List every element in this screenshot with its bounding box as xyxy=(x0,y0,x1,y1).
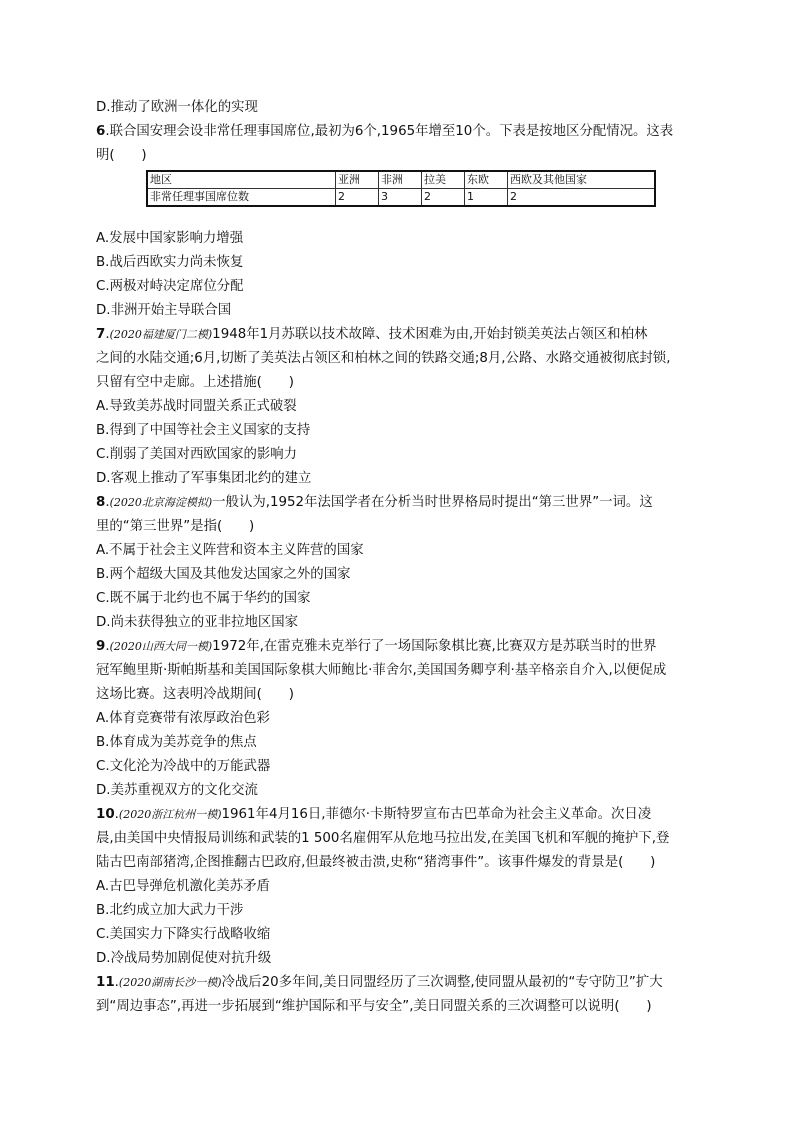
q11-stem-line2: 到“周边事态”,再进一步拓展到“维护国际和平与安全”,美日同盟关系的三次调整可以说明( ) xyxy=(96,999,652,1014)
q6-stem-line1 xyxy=(96,120,696,144)
table-cell: 2 xyxy=(422,189,465,207)
q8-option-b[interactable]: B.两个超级大国及其他发达国家之外的国家 xyxy=(96,567,351,582)
q11-source: (2020湖南长沙一模) xyxy=(118,976,222,989)
q9-number: 9 xyxy=(96,639,106,654)
q10-stem-line3: 陆古巴南部猪湾,企图推翻古巴政府,但最终被击溃,史称“猪湾事件”。该事件爆发的背景是( ) xyxy=(96,855,656,870)
q9-stem-line3: 这场比赛。这表明冷战期间( ) xyxy=(96,687,294,702)
q10-option-d[interactable]: D.冷战局势加剧促使对抗升级 xyxy=(96,951,272,966)
table-header-cell: 拉美 xyxy=(422,171,465,189)
q9-option-a[interactable]: A.体育竞赛带有浓厚政治色彩 xyxy=(96,711,270,726)
q9-source: (2020山西大同一模) xyxy=(109,640,213,653)
table-header-cell: 地区 xyxy=(147,171,336,189)
table-cell: 2 xyxy=(508,189,656,207)
table-header-row xyxy=(147,171,655,189)
q10-option-b[interactable]: B.北约成立加大武力干涉 xyxy=(96,903,244,918)
q9-stem-line2: 冠军鲍里斯·斯帕斯基和美国国际象棋大师鲍比·菲舍尔,美国国务卿亨利·基辛格亲自介入,以便促成 xyxy=(96,663,667,678)
q7-option-d[interactable]: D.客观上推动了军事集团北约的建立 xyxy=(96,471,312,486)
q9-stem-line1: 9.(2020山西大同一模)1972年,在雷克雅未克举行了一场国际象棋比赛,比赛双方是苏联当时的世界 xyxy=(96,639,657,654)
q10-option-c[interactable]: C.美国实力下降实行战略收缩 xyxy=(96,927,271,942)
q7-stem-line2: 之间的水陆交通;6月,切断了美英法占领区和柏林之间的铁路交通;8月,公路、水路交通被彻底封锁, xyxy=(96,351,671,366)
table-cell: 1 xyxy=(465,189,508,207)
q8-source: (2020北京海淀模拟) xyxy=(109,496,213,509)
q11-number: 11 xyxy=(96,975,115,990)
q5-option-d: D.推动了欧洲一体化的实现 xyxy=(96,100,258,115)
q7-stem-line1: 7.(2020福建厦门二模)1948年1月苏联以技术故障、技术困难为由,开始封锁美英法占领区和柏林 xyxy=(96,327,648,342)
q9-option-d[interactable]: D.美苏重视双方的文化交流 xyxy=(96,783,258,798)
q7-number: 7 xyxy=(96,327,106,342)
q6-option-b[interactable]: B.战后西欧实力尚未恢复 xyxy=(96,255,244,270)
table-header-cell: 非洲 xyxy=(379,171,422,189)
q7-option-a[interactable]: A.导致美苏战时同盟关系正式破裂 xyxy=(96,399,297,414)
q8-option-a[interactable]: A.不属于社会主义阵营和资本主义阵营的国家 xyxy=(96,543,364,558)
q9-option-c[interactable]: C.文化沦为冷战中的万能武器 xyxy=(96,759,271,774)
q8-number: 8 xyxy=(96,495,106,510)
q8-option-d[interactable]: D.尚未获得独立的亚非拉地区国家 xyxy=(96,615,299,630)
q10-stem-line1: 10.(2020浙江杭州一模)1961年4月16日,菲德尔·卡斯特罗宣布古巴革命为社会主义革命。次日凌 xyxy=(96,807,652,822)
q8-stem-line1: 8.(2020北京海淀模拟)一般认为,1952年法国学者在分析当时世界格局时提出“第三世界”一词。这 xyxy=(96,495,653,510)
q8-option-c[interactable]: C.既不属于北约也不属于华约的国家 xyxy=(96,591,311,606)
q7-stem-text: 1948年1月苏联以技术故障、技术困难为由,开始封锁美英法占领区和柏林 xyxy=(212,327,648,342)
q9-stem-text: 1972年,在雷克雅未克举行了一场国际象棋比赛,比赛双方是苏联当时的世界 xyxy=(212,639,657,654)
table-header-cell: 亚洲 xyxy=(336,171,379,189)
table-row xyxy=(147,189,655,207)
q10-stem-text: 1961年4月16日,菲德尔·卡斯特罗宣布古巴革命为社会主义革命。次日凌 xyxy=(221,807,652,822)
table-cell: 2 xyxy=(336,189,379,207)
q7-source: (2020福建厦门二模) xyxy=(109,328,213,341)
table-cell: 非常任理事国席位数 xyxy=(147,189,336,207)
q7-option-b[interactable]: B.得到了中国等社会主义国家的支持 xyxy=(96,423,311,438)
q6-option-d[interactable]: D.非洲开始主导联合国 xyxy=(96,303,232,318)
q6-option-a[interactable]: A.发展中国家影响力增强 xyxy=(96,231,244,246)
q10-option-a[interactable]: A.古巴导弹危机激化美苏矛盾 xyxy=(96,879,270,894)
q11-stem-text: 冷战后20多年间,美日同盟经历了三次调整,使同盟从最初的“专守防卫”扩大 xyxy=(221,975,663,990)
q10-source: (2020浙江杭州一模) xyxy=(118,808,222,821)
q7-stem-line3: 只留有空中走廊。上述措施( ) xyxy=(96,375,294,390)
q7-option-c[interactable]: C.削弱了美国对西欧国家的影响力 xyxy=(96,447,298,462)
q6-stem-text: .联合国安理会设非常任理事国席位,最初为6个,1965年增至10个。下表是按地区分配情况。这表 xyxy=(105,124,674,139)
exam-page xyxy=(96,96,696,1019)
q6-option-c[interactable]: C.两极对峙决定席位分配 xyxy=(96,279,244,294)
seat-distribution-table xyxy=(146,170,656,207)
q9-option-b[interactable]: B.体育成为美苏竞争的焦点 xyxy=(96,735,257,750)
q10-number: 10 xyxy=(96,807,115,822)
table-header-cell: 东欧 xyxy=(465,171,508,189)
q8-stem-line2: 里的“第三世界”是指( ) xyxy=(96,519,255,534)
q11-stem-line1: 11.(2020湖南长沙一模)冷战后20多年间,美日同盟经历了三次调整,使同盟从最初的“专守防卫”扩大 xyxy=(96,975,663,990)
table-header-cell: 西欧及其他国家 xyxy=(508,171,656,189)
q8-stem-text: 一般认为,1952年法国学者在分析当时世界格局时提出“第三世界”一词。这 xyxy=(212,495,653,510)
q6-number: 6 xyxy=(96,124,106,139)
table-cell: 3 xyxy=(379,189,422,207)
q10-stem-line2: 晨,由美国中央情报局训练和武装的1 500名雇佣军从危地马拉出发,在美国飞机和军舰的掩护下,登 xyxy=(96,831,670,846)
q6-stem-line2: 明( ) xyxy=(96,148,147,163)
